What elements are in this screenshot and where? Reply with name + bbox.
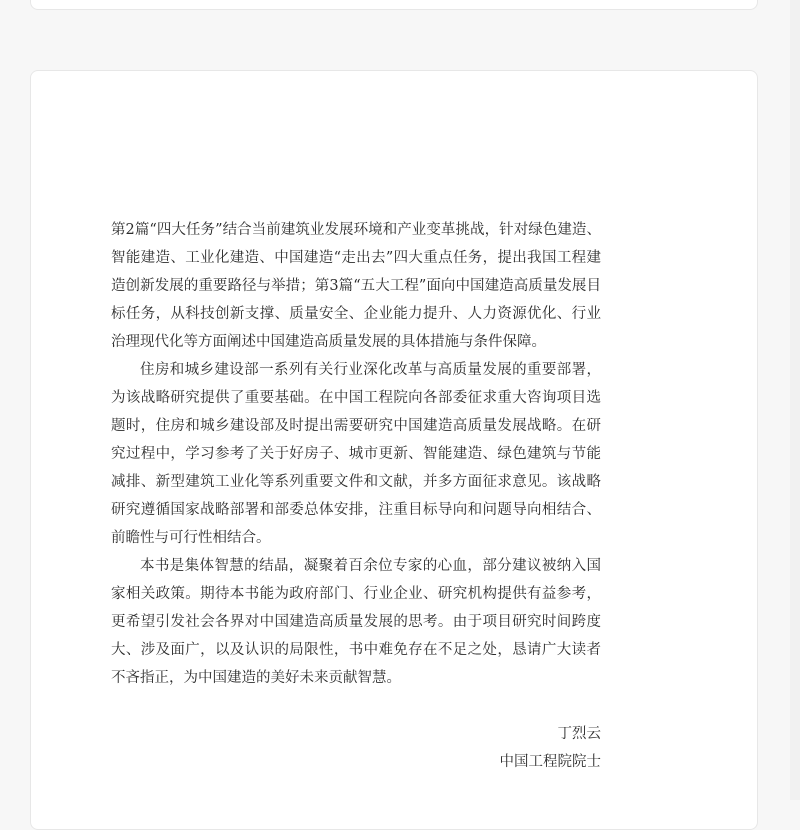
signature-name: 丁烈云 [557,726,601,742]
page-body [111,216,601,776]
paragraph-3: 本书是集体智慧的结晶，凝聚着百余位专家的心血，部分建议被纳入国家相关政策。期待本书能为政府部门、行业企业、研究机构提供有益参考，更希望引发社会各界对中国建造高质量发展的思考。由于项目研究时间跨度大、涉及面广，以及认识的局限性，书中难免存在不足之处，恳请广大读者不吝指正，为中国建造的美好未来贡献智慧。 [111,558,601,686]
scrollbar[interactable] [790,0,800,800]
paragraph-1: 第2篇“四大任务”结合当前建筑业发展环境和产业变革挑战，针对绿色建造、智能建造、工业化建造、中国建造“走出去”四大重点任务，提出我国工程建造创新发展的重要路径与举措；第3篇“五大工程”面向中国建造高质量发展目标任务，从科技创新支撑、质量安全、企业能力提升、人力资源优化、行业治理现代化等方面阐述中国建造高质量发展的具体措施与条件保障。 [111,222,601,350]
paragraph-2: 住房和城乡建设部一系列有关行业深化改革与高质量发展的重要部署，为该战略研究提供了重要基础。在中国工程院向各部委征求重大咨询项目选题时，住房和城乡建设部及时提出需要研究中国建造高质量发展战略。在研究过程中，学习参考了关于好房子、城市更新、智能建造、绿色建筑与节能减排、新型建筑工业化等系列重要文件和文献，并多方面征求意见。该战略研究遵循国家战略部署和部委总体安排，注重目标导向和问题导向相结合、前瞻性与可行性相结合。 [111,362,601,546]
document-page [30,70,758,830]
signature-block [111,720,601,776]
signature-title: 中国工程院院士 [499,754,601,770]
previous-page-card [30,0,758,10]
